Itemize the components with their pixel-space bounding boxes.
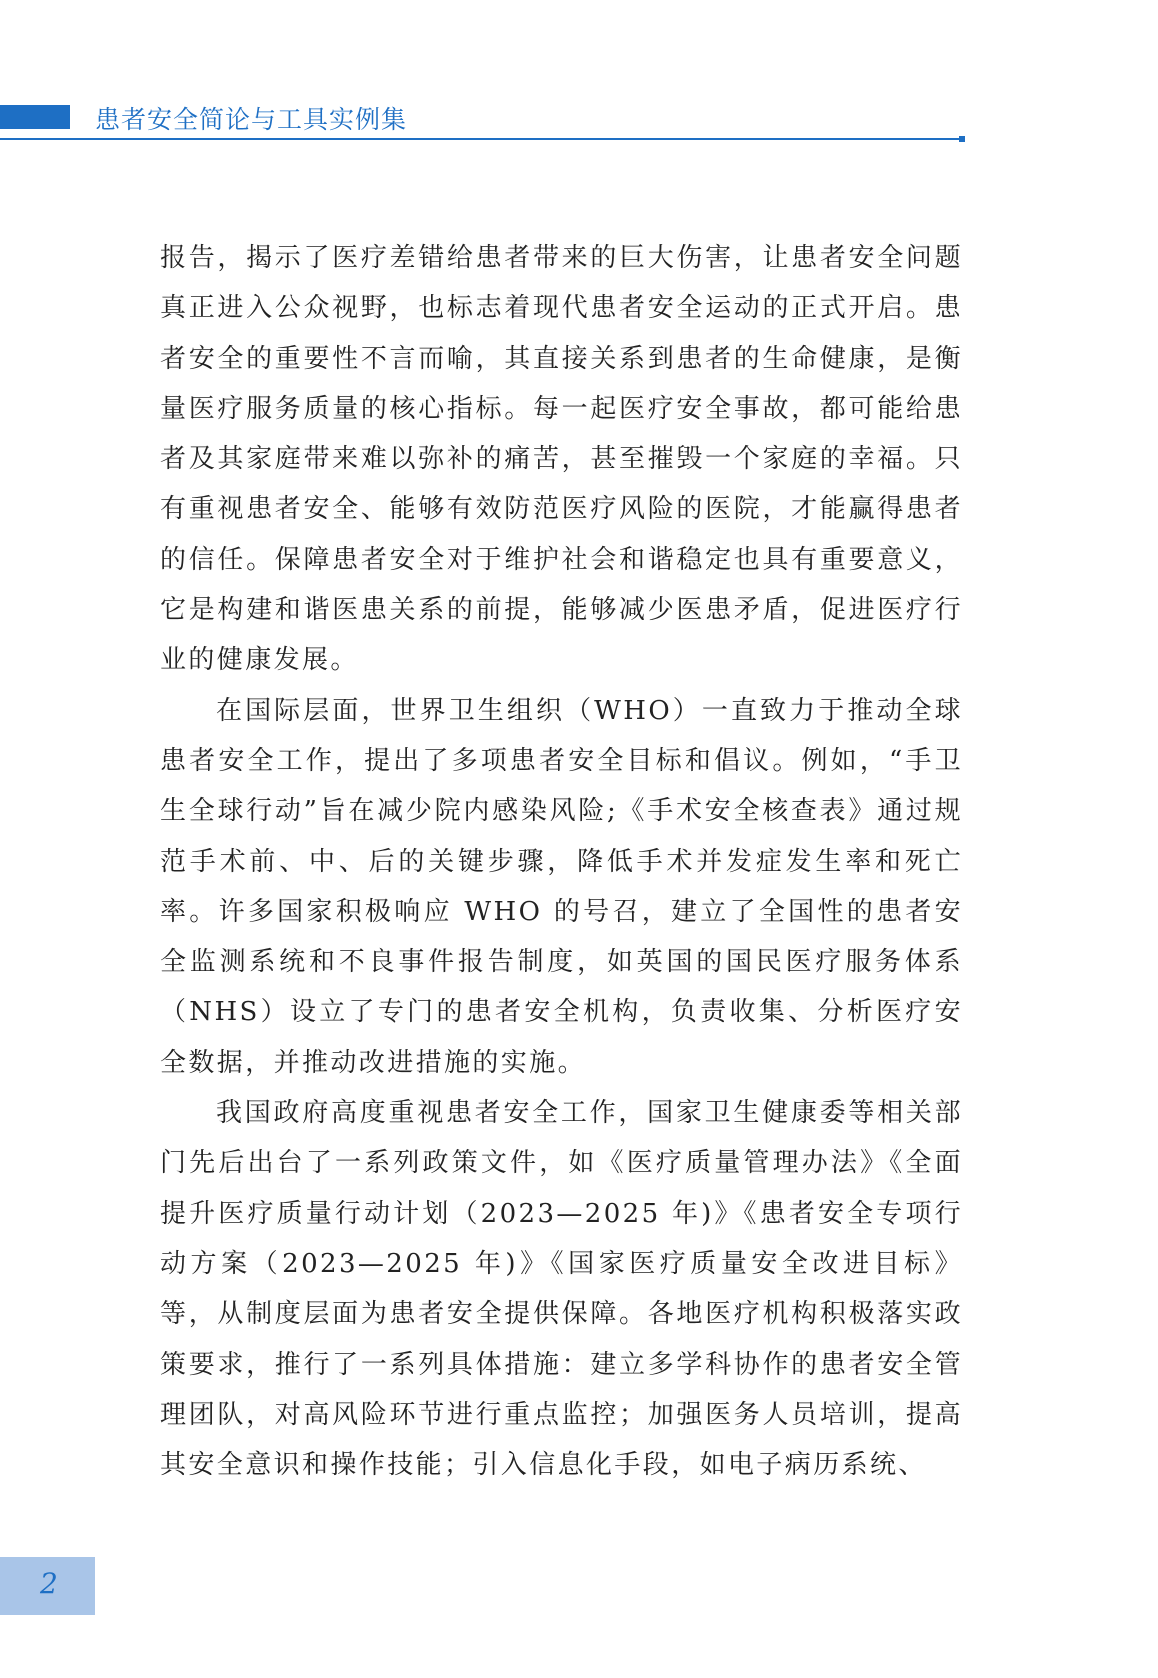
paragraph-continued: 报告，揭示了医疗差错给患者带来的巨大伤害，让患者安全问题真正进入公众视野，也标志着现代患者安全运动的正式开启。患者安全的重要性不言而喻，其直接关系到患者的生命健康，是衡量医疗服务质量的核心指标。每一起医疗安全事故，都可能给患者及其家庭带来难以弥补的痛苦，甚至摧毁一个家庭的幸福。只有重视患者安全、能够有效防范医疗风险的医院，才能赢得患者的信任。保障患者安全对于维护社会和谐稳定也具有重要意义，它是构建和谐医患关系的前提，能够减少医患矛盾，促进医疗行业的健康发展。 <box>160 243 963 676</box>
paragraph-international: 在国际层面，世界卫生组织（WHO）一直致力于推动全球患者安全工作，提出了多项患者安全目标和倡议。例如，“手卫生全球行动”旨在减少院内感染风险;《手术安全核查表》通过规范手术前、中、后的关键步骤，降低手术并发症发生率和死亡率。许多国家积极响应 WHO 的号召，建立了全国性的患者安全监测系统和不良事件报告制度，如英国的国民医疗服务体系（NHS）设立了专门的患者安全机构，负责收集、分析医疗安全数据，并推动改进措施的实施。 <box>160 695 963 1078</box>
header-divider-end-mark <box>959 136 965 142</box>
paragraph-domestic: 我国政府高度重视患者安全工作，国家卫生健康委等相关部门先后出台了一系列政策文件，如《医疗质量管理办法》《全面提升医疗质量行动计划（2023—2025 年)》《患者安全专项行动方案（2023—2025 年)》《国家医疗质量安全改进目标》等，从制度层面为患者安全提供保障。各地医疗机构积极落实政策要求，推行了一系列具体措施：建立多学科协作的患者安全管理团队，对高风险环节进行重点监控；加强医务人员培训，提高其安全意识和操作技能；引入信息化手段，如电子病历系统、 <box>160 1098 963 1481</box>
body-text <box>160 233 963 1490</box>
page-number-box <box>0 1557 95 1615</box>
header-accent-bar <box>0 105 70 129</box>
header-divider <box>0 138 962 140</box>
running-header-title: 患者安全简论与工具实例集 <box>95 105 408 134</box>
page-number: 2 <box>40 1567 58 1600</box>
